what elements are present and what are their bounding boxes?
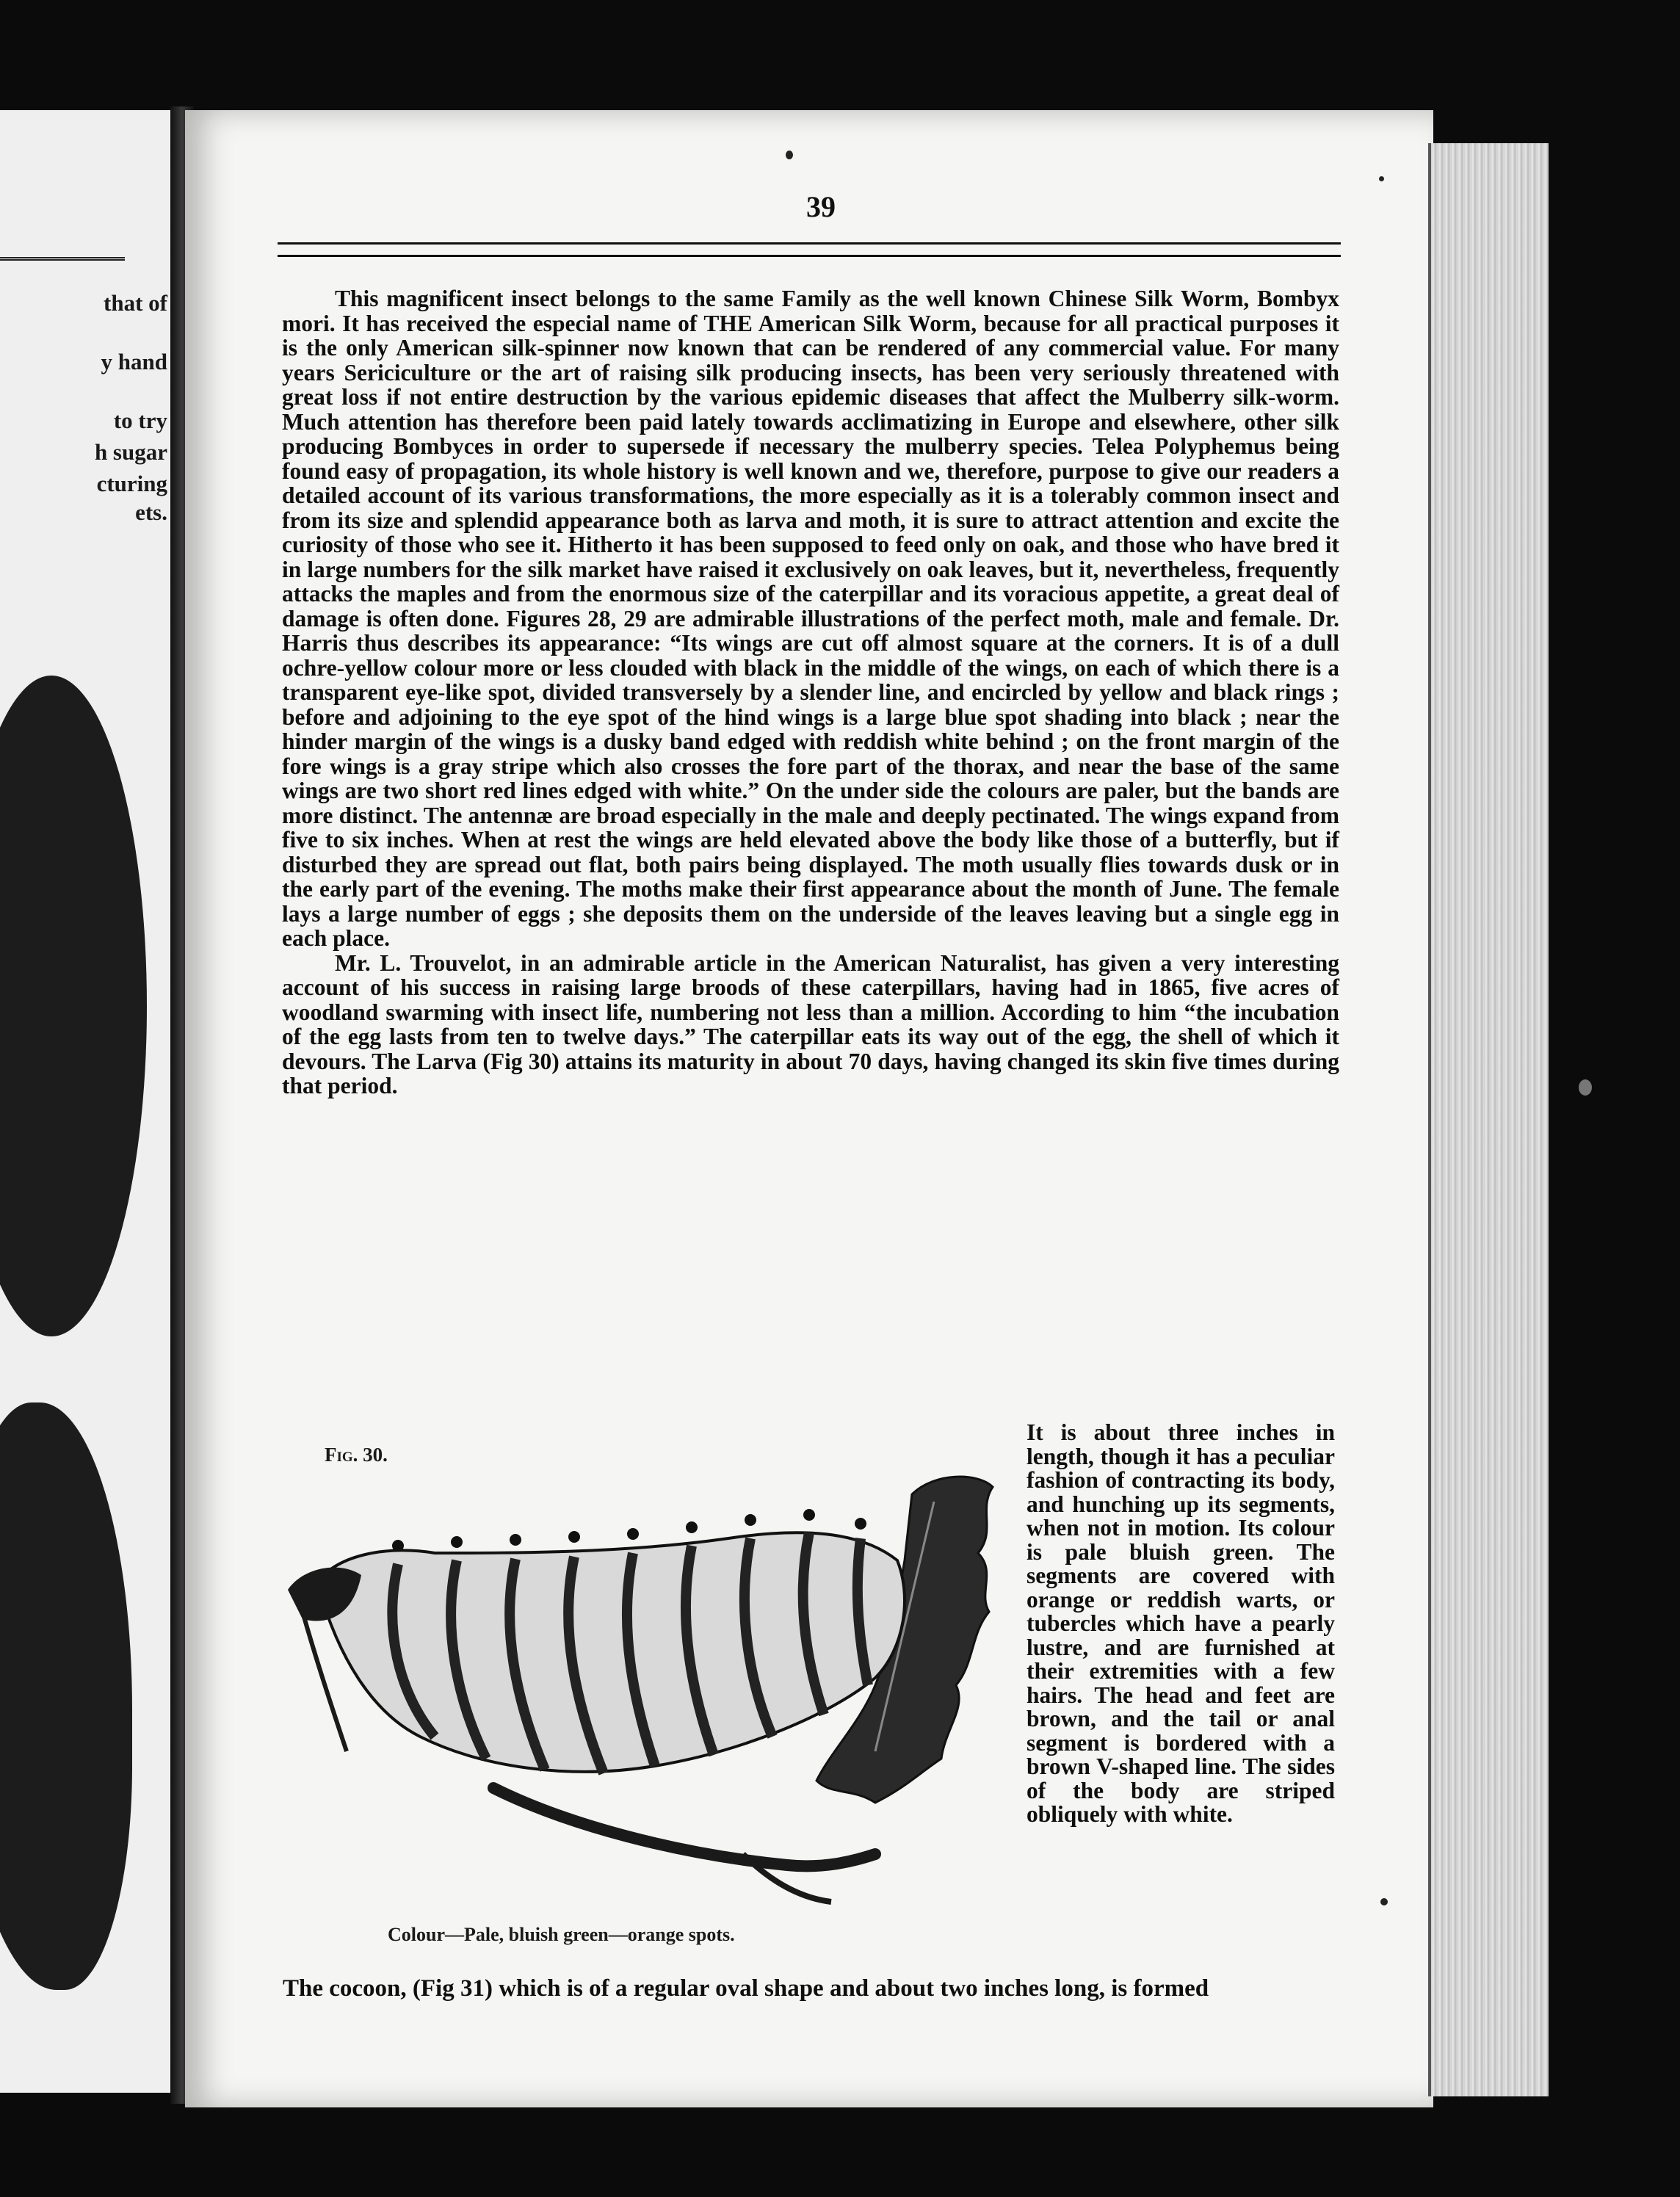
page-number: 39 (806, 190, 836, 223)
caterpillar-body (317, 1532, 905, 1772)
left-page-rule (0, 257, 125, 261)
left-line-5: cturing (96, 471, 167, 496)
side-column-text: It is about three inches in length, though it has a peculiar fashion of contracting its body, and hunching up its segments, when not in motion. Its colour is pale bluish green. The segments are covered with orange or reddish warts, or tubercles which have a pearly lustre, and are furnished at their extremities with a few hairs. The head and feet are brown, and the tail or anal segment is bordered with a brown V-shaped line. The sides of the body are striped obliquely with white. (1027, 1419, 1335, 1827)
last-line: The cocoon, (Fig 31) which is of a regular oval shape and about two inches long, is formed (283, 1975, 1209, 2002)
left-line-4: h sugar (94, 439, 167, 465)
header-rule (278, 242, 1341, 257)
dust-speck (1579, 1079, 1592, 1096)
paragraph-1: This magnificent insect belongs to the same Family as the well known Chinese Silk Worm, Bombyx mori. It has received the especial name of THE American Silk Worm, because for all practical purposes it is the only American silk-spinner now known that can be rendered of any commercial value. For many years Sericiculture or the art of raising silk producing insects, has been very seriously threatened with great loss if not entire destruction by the various epidemic diseases that affect the Mulberry silk-worm. Much attention has therefore been paid lately towards acclimatizing in Europe and elsewhere, other silk producing Bombyces in order to supersede if necessary the mulberry species. Telea Polyphemus being found easy of propagation, its whole history is well known and we, therefore, purpose to give our readers a detailed account of its various transformations, the more especially as it is a tolerably common insect and from its size and splendid appearance both as larva and moth, it is sure to attract attention and excite the curiosity of those who see it. Hitherto it has been supposed to feed only on oak, and those who have bred it in large numbers for the silk market have raised it exclusively on oak leaves, but it, nevertheless, frequently attacks the maples and from the enormous size of the caterpillar and its voracious appetite, a great deal of damage is often done. Figures 28, 29 are admirable illustrations of the perfect moth, male and female. Dr. Harris thus describes its appearance: “Its wings are cut off almost square at the corners. It is of a dull ochre-yellow colour more or less clouded with black in the middle of the wings, on each of which there is a transparent eye-like spot, divided transversely by a slender line, and encircled by yellow and black rings ; before and adjoining to the eye spot of the hind wings is a large blue spot shading into black ; near the hinder margin of the wings is a dusky band edged with reddish white behind ; on the front margin of the fore wings is a gray stripe which also crosses the fore part of the thorax, and near the base of the same wings are two short red lines edged with white.” On the under side the colours are paler, but the bands are more distinct. The antennæ are broad especially in the male and deeply pectinated. The wings expand from five to six inches. When at rest the wings are held elevated above the body like those of a butterfly, but if disturbed they are spread out flat, both pairs being displayed. The moth usually flies towards dusk or in the early part of the evening. The moths make their first appearance about the month of June. The female lays a large number of eggs ; she deposits them on the underside of the leaves leaving but a single egg in each place. (282, 286, 1339, 951)
twig (493, 1788, 875, 1866)
left-line-1: that of (104, 290, 167, 316)
body-text (282, 286, 1339, 1098)
figure-caterpillar (273, 1443, 1022, 1950)
dust-speck (1380, 1898, 1388, 1905)
dust-speck (1379, 176, 1384, 181)
figure-caption: Colour—Pale, bluish green—orange spots. (388, 1924, 735, 1945)
left-facing-page (0, 110, 184, 2093)
paragraph-2: Mr. L. Trouvelot, in an admirable article in the American Naturalist, has given a very interesting account of his success in raising large broods of these caterpillars, having had in 1865, five acres of woodland swarming with insect life, numbering not less than a million. According to him “the incubation of the egg lasts from ten to twelve days.” The caterpillar eats its way out of the egg, the shell of which it devours. The Larva (Fig 30) attains its maturity in about 70 days, having changed its skin five times during that period. (282, 949, 1339, 1098)
left-line-6: ets. (135, 499, 167, 525)
page-edges (1428, 143, 1549, 2096)
left-figure-moth-wing (0, 676, 147, 1336)
figure-title: Fig. 30. (325, 1444, 388, 1466)
left-figure-moth-wing-lower (0, 1402, 132, 1990)
left-line-3: to try (113, 408, 167, 433)
caterpillar-illustration (273, 1443, 1022, 1950)
left-line-2: y hand (101, 349, 167, 374)
dust-speck (786, 151, 793, 159)
